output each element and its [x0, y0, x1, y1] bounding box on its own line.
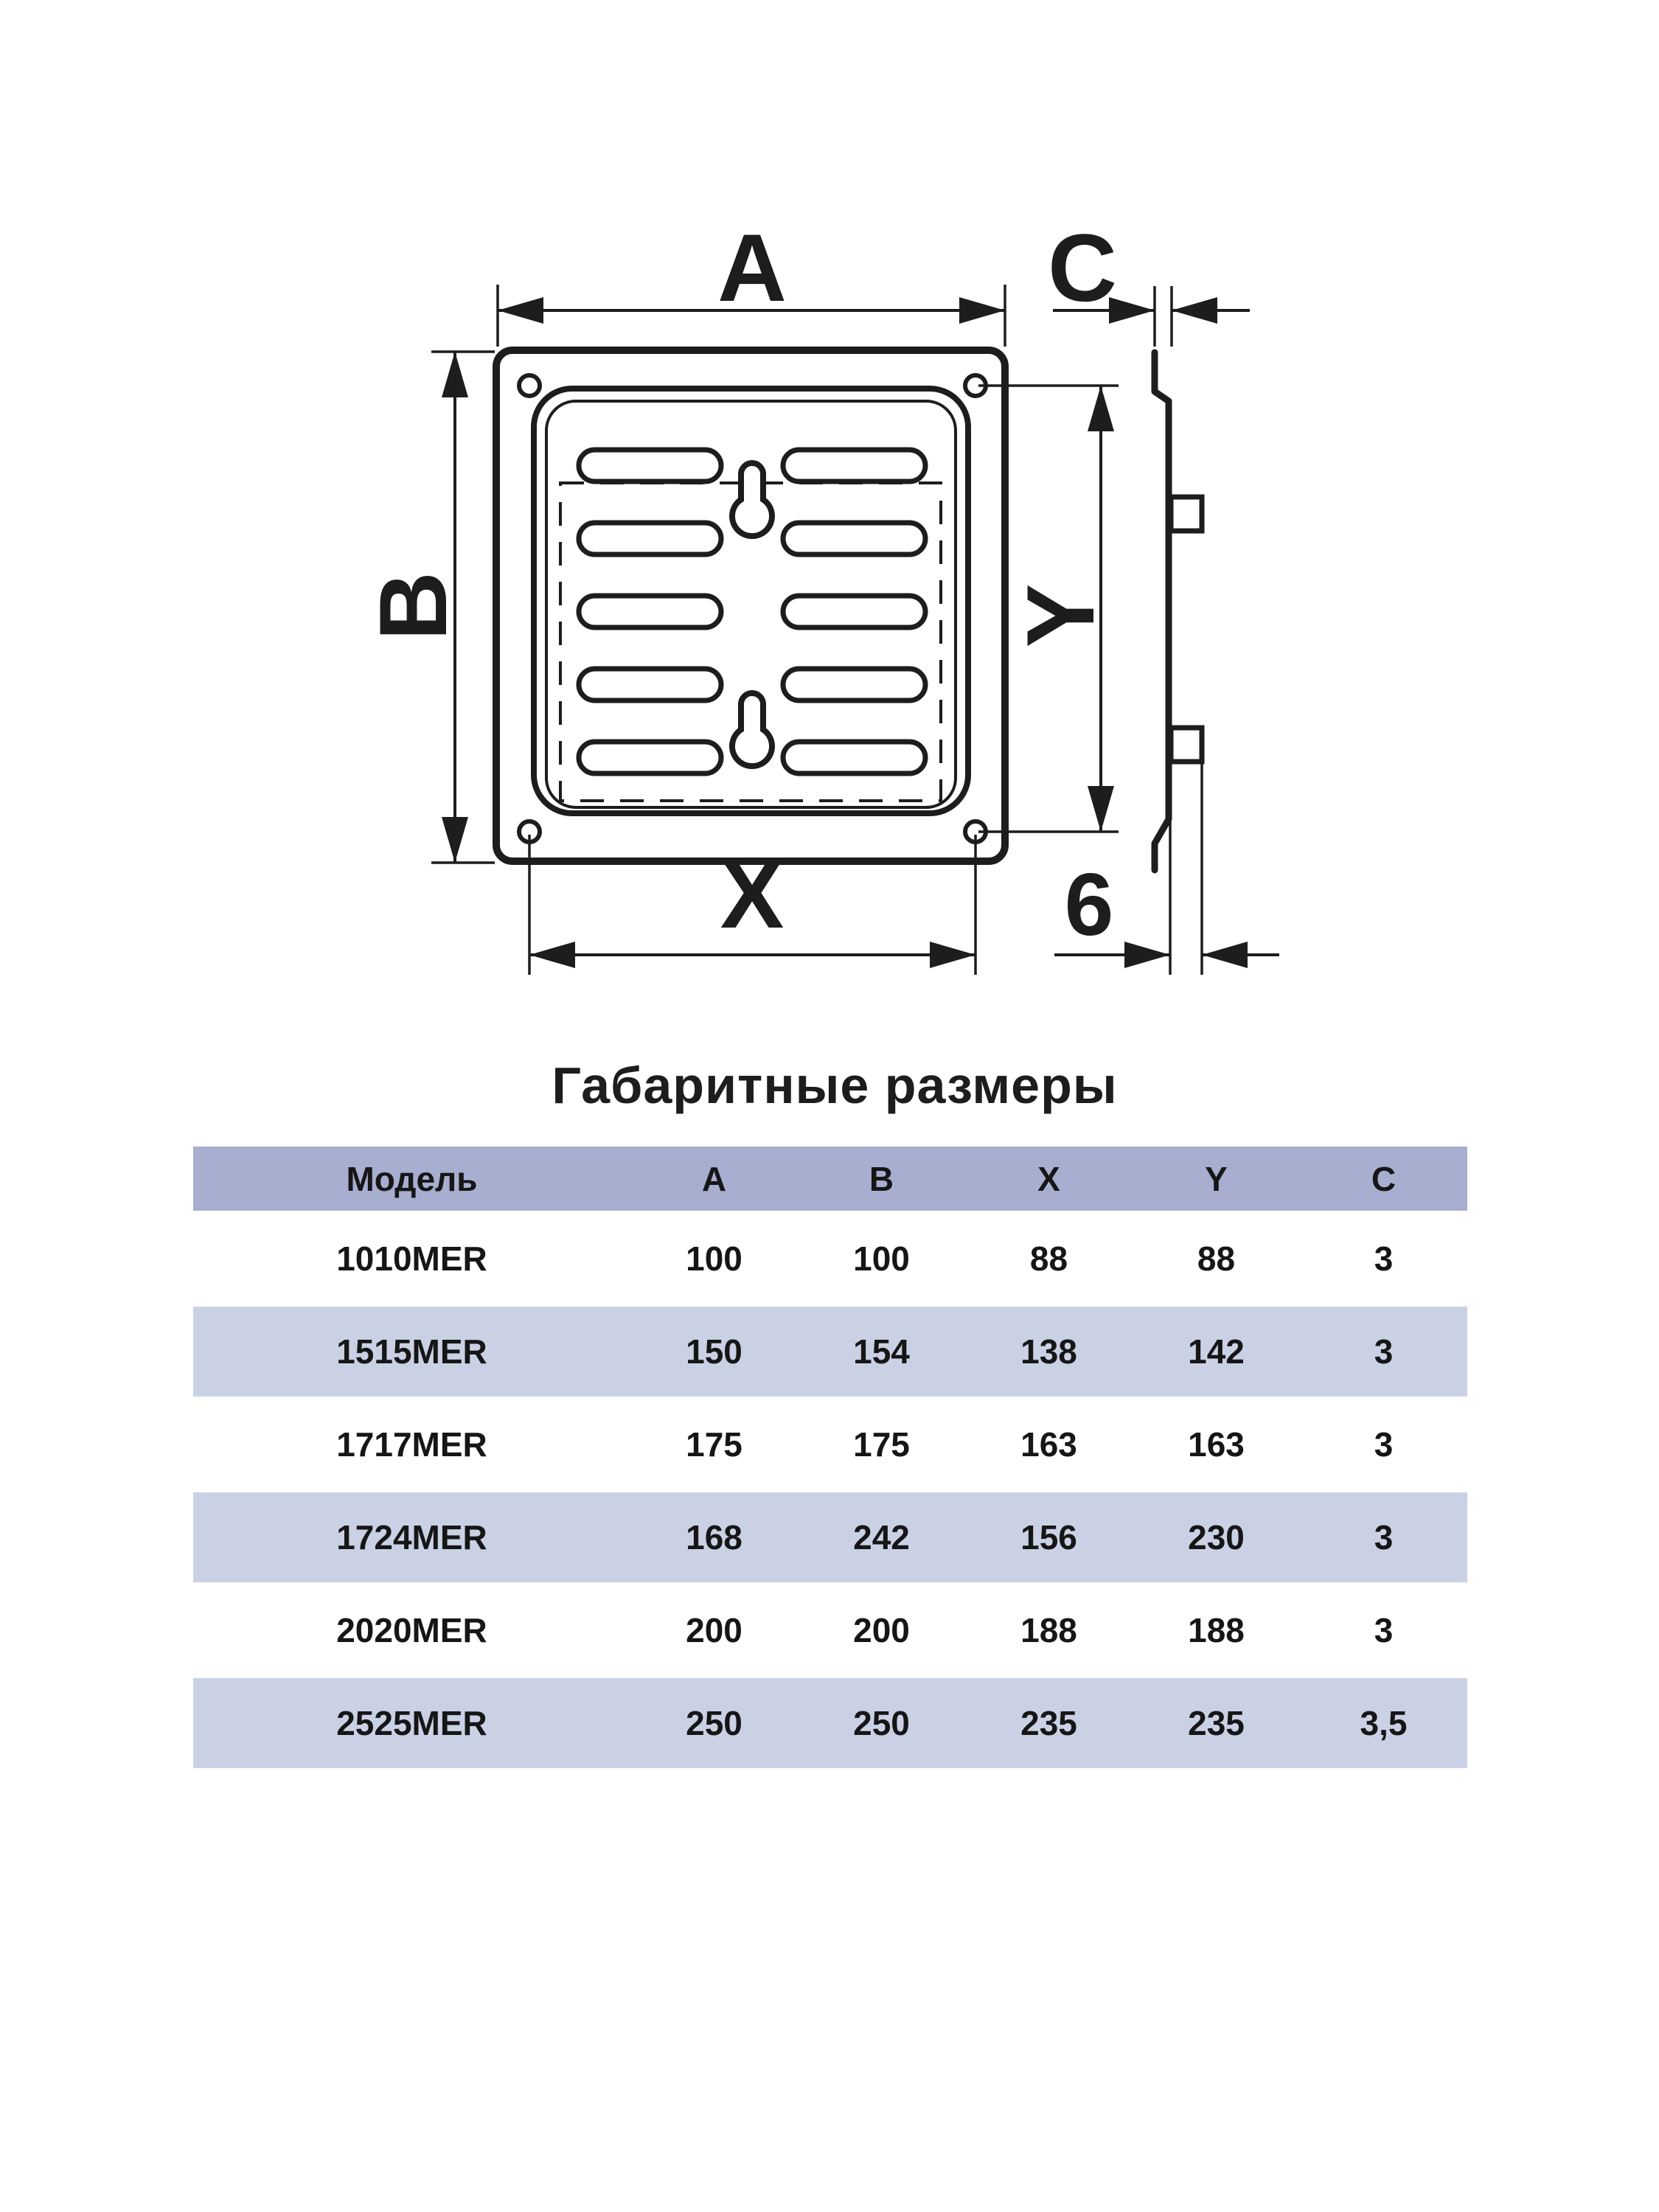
value-cell: 200 — [686, 1611, 742, 1649]
value-cell: 3,5 — [1360, 1704, 1408, 1742]
model-cell: 2020MER — [336, 1611, 487, 1649]
col-header-c: C — [1371, 1159, 1397, 1198]
table-row — [193, 1307, 1467, 1397]
col-header-b: B — [869, 1159, 894, 1198]
technical-drawing — [0, 0, 1659, 1069]
section-title: Габаритные размеры — [552, 1057, 1118, 1114]
faceplate-outline — [496, 350, 1005, 861]
keyhole-upper — [732, 463, 772, 536]
value-cell: 235 — [1188, 1704, 1245, 1742]
value-cell: 200 — [853, 1611, 910, 1649]
value-cell: 235 — [1020, 1704, 1077, 1742]
value-cell: 188 — [1188, 1611, 1245, 1649]
value-cell: 3 — [1374, 1239, 1394, 1278]
value-cell: 100 — [853, 1239, 910, 1278]
table-row — [193, 1678, 1467, 1768]
col-header-y: Y — [1205, 1159, 1228, 1198]
value-cell: 168 — [686, 1518, 742, 1557]
col-header-model: Модель — [346, 1159, 478, 1198]
value-cell: 230 — [1188, 1518, 1245, 1557]
value-cell: 154 — [853, 1332, 910, 1371]
value-cell: 3 — [1374, 1425, 1394, 1464]
value-cell: 156 — [1020, 1518, 1077, 1557]
col-header-a: A — [701, 1159, 727, 1198]
model-cell: 1724MER — [336, 1518, 487, 1557]
table-row — [193, 1585, 1467, 1675]
side-view — [1155, 352, 1202, 870]
size-table-body — [193, 1214, 1467, 1768]
dim-label-a: A — [717, 214, 787, 321]
value-cell: 163 — [1188, 1425, 1245, 1464]
mounting-tab-upper — [1171, 497, 1202, 531]
value-cell: 3 — [1374, 1611, 1394, 1649]
value-cell: 250 — [853, 1704, 910, 1742]
value-cell: 3 — [1374, 1332, 1394, 1371]
value-cell: 250 — [686, 1704, 742, 1742]
table-row — [193, 1214, 1467, 1304]
dim-label-6: 6 — [1064, 855, 1114, 954]
dim-label-y: Y — [1006, 583, 1114, 648]
value-cell: 138 — [1020, 1332, 1077, 1371]
value-cell: 142 — [1188, 1332, 1245, 1371]
value-cell: 150 — [686, 1332, 742, 1371]
front-view — [496, 350, 1005, 861]
side-profile — [1155, 352, 1169, 870]
model-cell: 1515MER — [336, 1332, 487, 1371]
value-cell: 175 — [853, 1425, 910, 1464]
table-row — [193, 1492, 1467, 1582]
value-cell: 100 — [686, 1239, 742, 1278]
value-cell: 175 — [686, 1425, 742, 1464]
mounting-tab-lower — [1171, 728, 1202, 762]
dim-label-x: X — [720, 841, 785, 948]
screw-hole-top-left — [519, 375, 540, 396]
value-cell: 88 — [1197, 1239, 1236, 1278]
table-row — [193, 1399, 1467, 1489]
col-header-x: X — [1037, 1159, 1060, 1198]
value-cell: 242 — [853, 1518, 910, 1557]
keyhole-lower — [732, 693, 772, 766]
table-header-row — [193, 1147, 1467, 1211]
dim-label-b: B — [359, 571, 467, 641]
model-cell: 1717MER — [336, 1425, 487, 1464]
value-cell: 3 — [1374, 1518, 1394, 1557]
value-cell: 163 — [1020, 1425, 1077, 1464]
dim-label-c: C — [1048, 214, 1117, 321]
model-cell: 2525MER — [336, 1704, 487, 1742]
value-cell: 188 — [1020, 1611, 1077, 1649]
value-cell: 88 — [1029, 1239, 1068, 1278]
dimensions-table — [193, 1144, 1467, 1771]
model-cell: 1010MER — [336, 1239, 487, 1278]
